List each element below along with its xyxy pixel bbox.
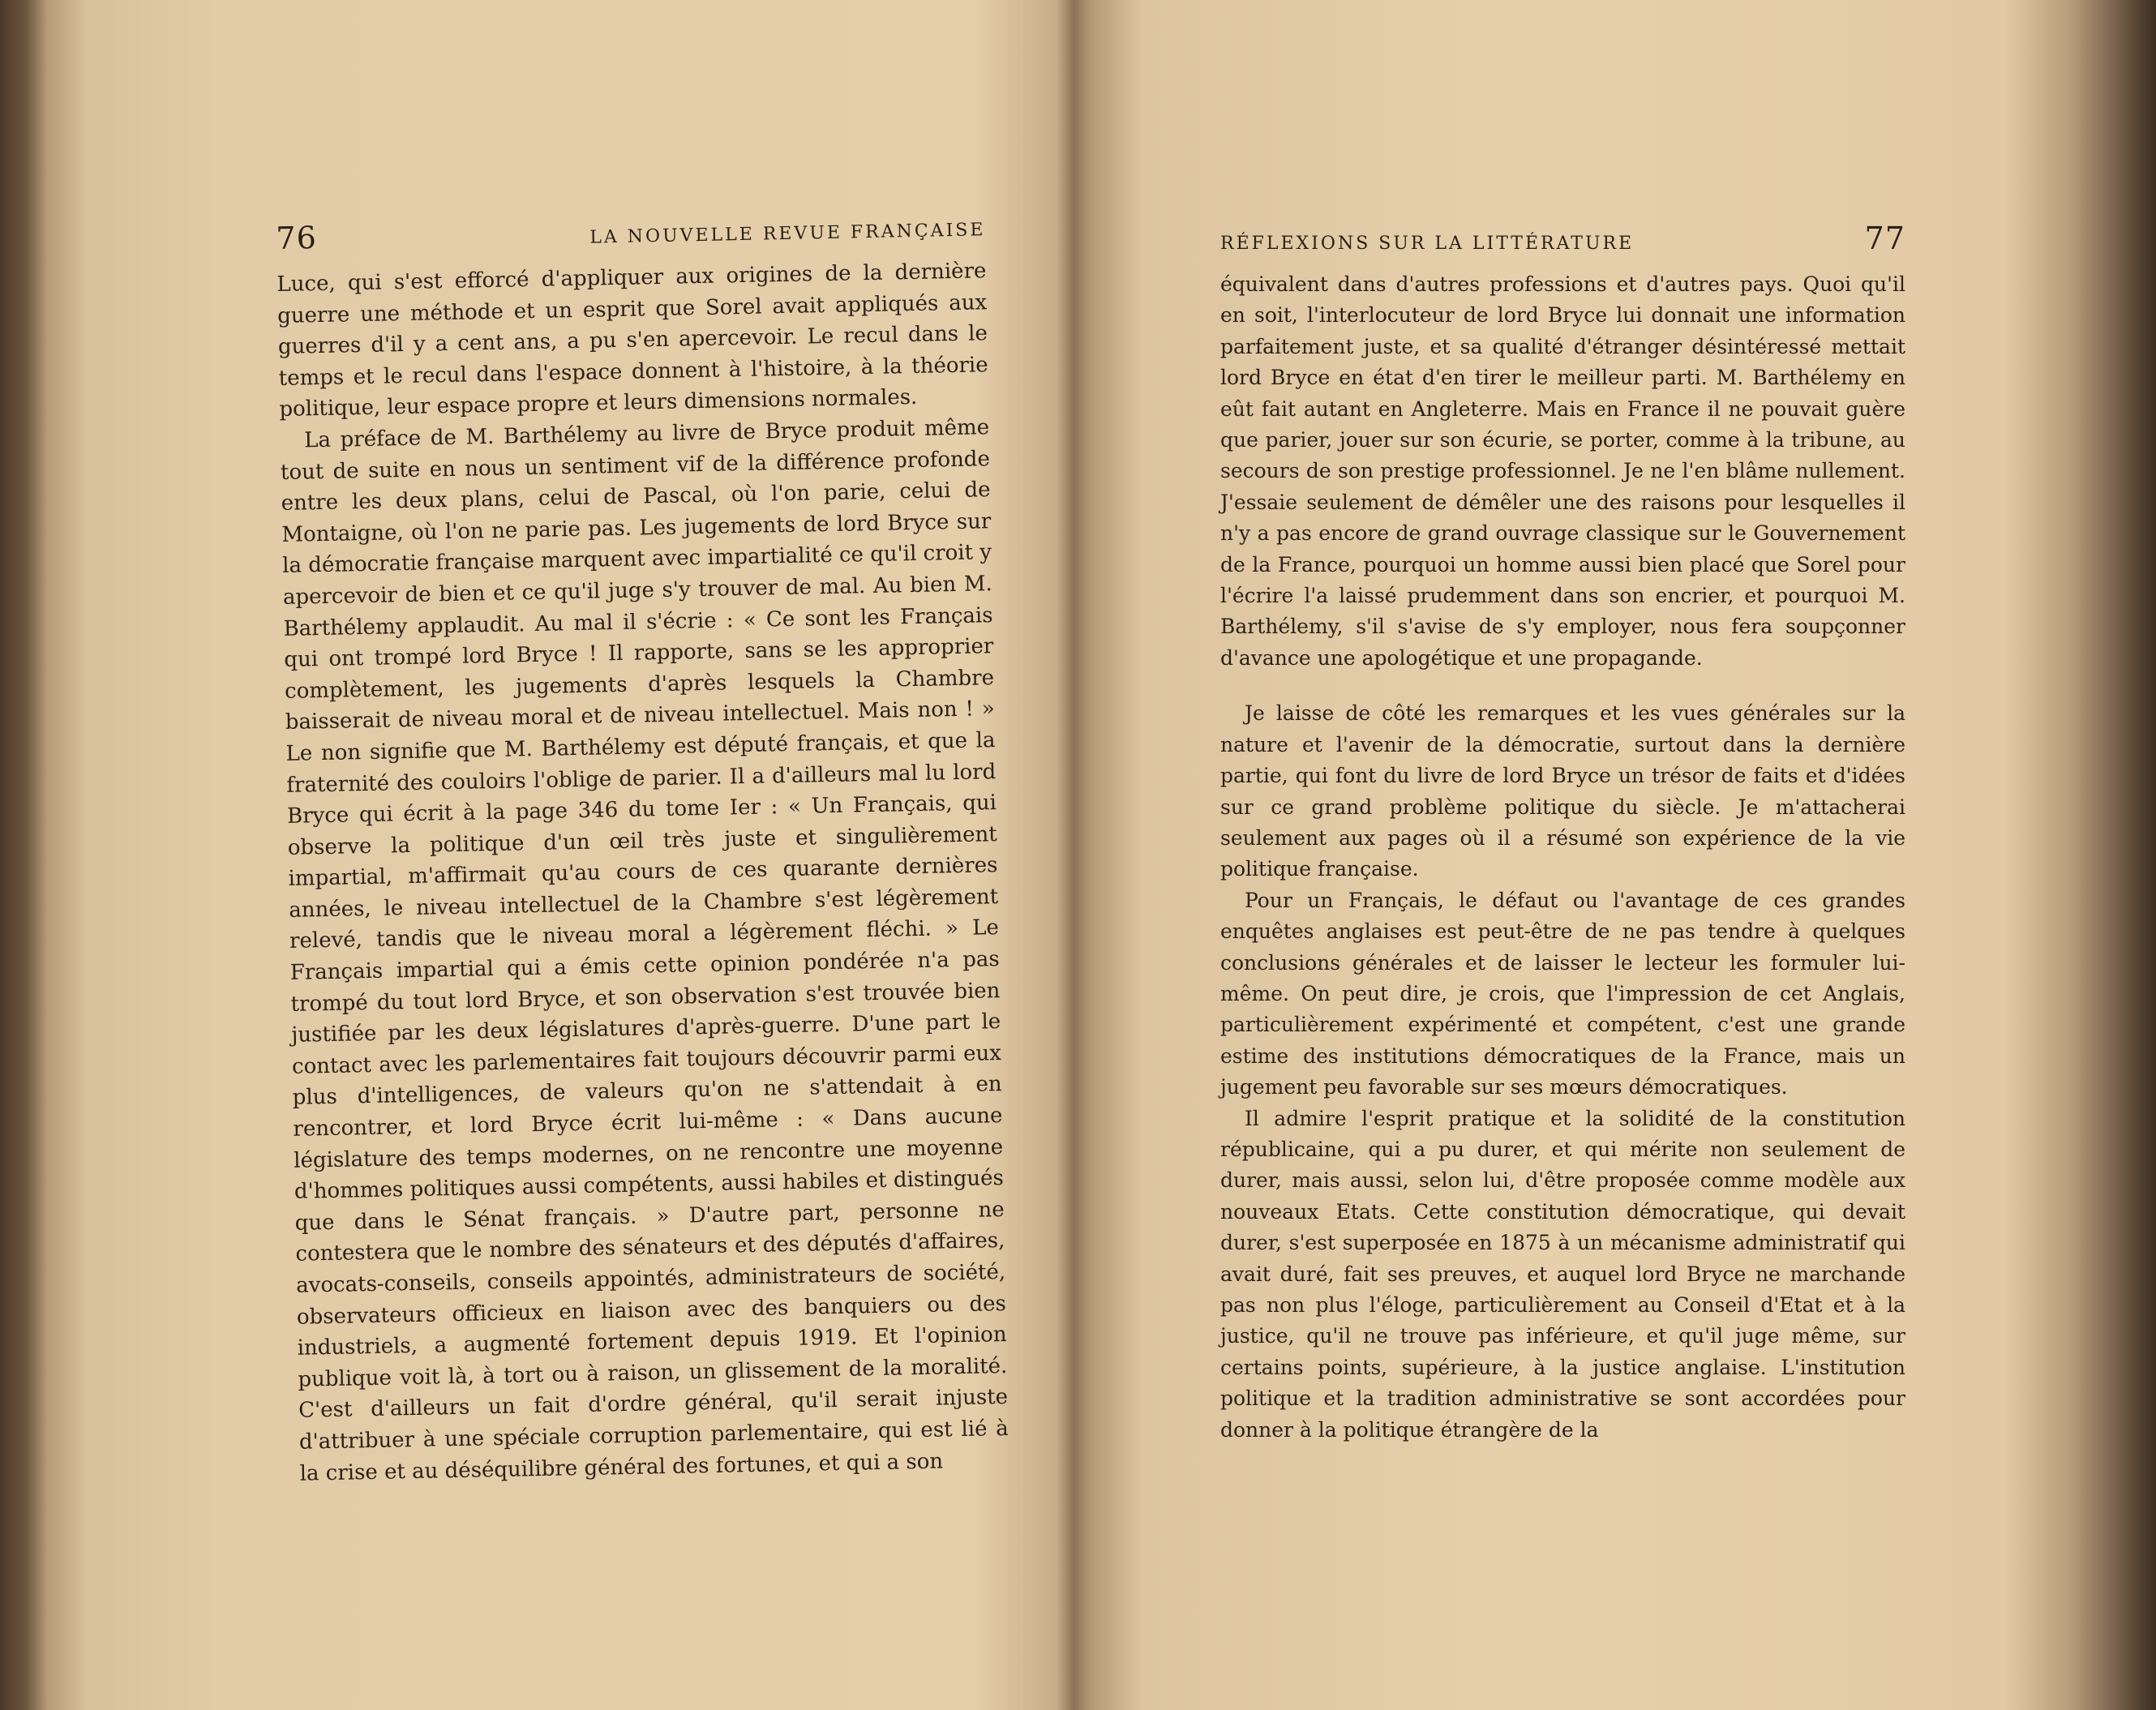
- paragraph: La préface de M. Barthélemy au livre de Bryce produit même tout de suite en nous un sentiment vif de la différence profonde entre les deux plans, celui de Pascal, où l'on parie, celui de Montaigne, où l'on ne parie pas. Les jugements de lord Bryce sur la démocratie française marquent avec impartialité ce qu'il croit y apercevoir de bien et ce qu'il juge s'y trouver de mal. Au bien M. Barthélemy applaudit. Au mal il s'écrie : « Ce sont les Français qui ont trompé lord Bryce ! Il rapporte, sans se les approprier complètement, les jugements d'après lesquels la Chambre baisserait de niveau moral et de niveau intellectuel. Mais non ! » Le non signifie que M. Barthélemy est député français, et que la fraternité des couloirs l'oblige de parier. Il a d'ailleurs mal lu lord Bryce qui écrit à la page 346 du tome Ier : « Un Français, qui observe la politique d'un œil très juste et singulièrement impartial, m'affirmait qu'au cours de ces quarante dernières années, le niveau intellectuel de la Chambre s'est légèrement relevé, tandis que le niveau moral a légèrement fléchi. » Le Français impartial qui a émis cette opinion pondérée n'a pas trompé du tout lord Bryce, et son observation s'est trouvée bien justifiée par les deux législatures d'après-guerre. D'une part le contact avec les parlementaires fait toujours découvrir parmi eux plus d'intelligences, de valeurs qu'on ne s'attendait à en rencontrer, et lord Bryce écrit lui-même : « Dans aucune législature des temps modernes, on ne rencontre une moyenne d'hommes politiques aussi compétents, aussi habiles et distingués que dans le Sénat français. » D'autre part, personne ne contestera que le nombre des sénateurs et des députés d'affaires, avocats-conseils, conseils appointés, administrateurs de société, observateurs officieux en liaison avec des banquiers ou des industriels, a augmenté fortement depuis 1919. Et l'opinion publique voit là, à tort ou à raison, un glissement de la moralité. C'est d'ailleurs un fait d'ordre général, qu'il serait injuste d'attribuer à une spéciale corruption parlementaire, qui est lié à la crise et au déséquilibre général des fortunes, et qui a son: [280, 415, 1009, 1486]
- right-running-head: [1220, 221, 1905, 268]
- right-body-text: [1220, 269, 1905, 1446]
- paragraph: Luce, qui s'est efforcé d'appliquer aux origines de la dernière guerre une méthode et un esprit que Sorel avait appliqués aux guerres d'il y a cent ans, a pu s'en apercevoir. Le recul dans le temps et le recul dans l'espace donnent à l'histoire, à la théorie politique, leur espace propre et leurs dimensions normales.: [276, 259, 988, 422]
- running-head-title: LA NOUVELLE REVUE FRANÇAISE: [589, 220, 986, 248]
- paragraph: Je laisse de côté les remarques et les vues générales sur la nature et l'avenir de la démocratie, surtout dans la dernière partie, qui font du livre de lord Bryce un trésor de faits et d'idées sur ce grand problème politique du siècle. Je m'attacherai seulement aux pages où il a résumé son expérience de la vie politique française.: [1220, 701, 1905, 881]
- page-number: 77: [1864, 221, 1905, 256]
- running-head-title: RÉFLEXIONS SUR LA LITTÉRATURE: [1220, 234, 1635, 254]
- page-number: 76: [276, 220, 318, 256]
- left-body-text: [276, 255, 1009, 1489]
- paragraph: équivalent dans d'autres professions et d'autres pays. Quoi qu'il en soit, l'interlocuteur de lord Bryce lui donnait une information parfaitement juste, et sa qualité d'étranger désintéressé mettait lord Bryce en état d'en tirer le meilleur parti. M. Barthélemy en eût fait autant en Angleterre. Mais en France il ne pouvait guère que parier, jouer sur son écurie, se porter, comme à la tribune, au secours de son prestige professionnel. Je ne l'en blâme nullement. J'essaie seulement de démêler une des raisons pour lesquelles il n'y a pas encore de grand ouvrage classique sur le Gouvernement de la France, pourquoi un homme aussi bien placé que Sorel pour l'écrire l'a laissé prudemment dans son encrier, et pourquoi M. Barthélemy, s'il s'avise de s'y employer, nous fera soupçonner d'avance une apologétique et une propagande.: [1220, 272, 1905, 670]
- left-page-text-block: [276, 207, 1009, 1489]
- paragraph: Il admire l'esprit pratique et la solidité de la constitution républicaine, qui a pu durer, et qui mérite non seulement de durer, mais aussi, selon lui, d'être proposée comme modèle aux nouveaux Etats. Cette constitution démocratique, qui devait durer, s'est superposée en 1875 à un mécanisme administratif qui avait duré, fait ses preuves, et auquel lord Bryce ne marchande pas non plus l'éloge, particulièrement au Conseil d'Etat et à la justice, qu'il ne trouve pas inférieure, et qu'il juge même, sur certains points, supérieure, à la justice anglaise. L'institution politique et la tradition administrative se sont accordées pour donner à la politique étrangère de la: [1220, 1106, 1905, 1442]
- paragraph: Pour un Français, le défaut ou l'avantage de ces grandes enquêtes anglaises est peut-être de ne pas tendre à quelques conclusions générales et de laisser le lecteur les formuler lui-même. On peut dire, je crois, que l'impression de cet Anglais, particulièrement expérimenté et compétent, c'est une grande estime des institutions démocratiques de la France, mais un jugement peu favorable sur ses mœurs démocratiques.: [1220, 888, 1905, 1099]
- right-page-text-block: [1220, 221, 1905, 1446]
- right-page: [1078, 0, 2156, 1710]
